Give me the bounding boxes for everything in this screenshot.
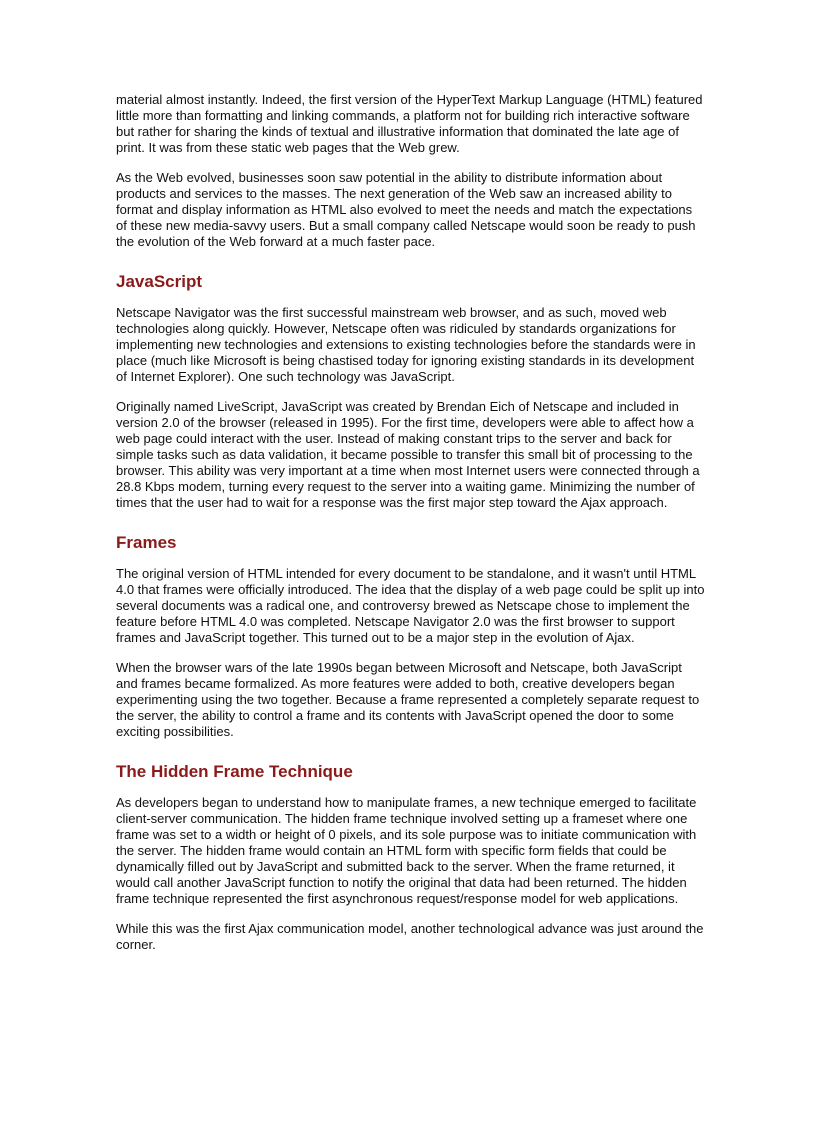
section-heading-hidden-frame: The Hidden Frame Technique	[116, 762, 353, 781]
frames-paragraph-1: The original version of HTML intended for every document to be standalone, and it wasn't until HTML 4.0 that frames were officially introduced. The idea that the display of a web page could be split up into several documents was a radical one, and controversy brewed as Netscape chose to implement the feature before HTML 4.0 was completed. Netscape Navigator 2.0 was the first browser to support frames and JavaScript together. This turned out to be a major step in the evolution of Ajax.	[116, 566, 705, 645]
intro-paragraph-2: As the Web evolved, businesses soon saw potential in the ability to distribute information about products and services to the masses. The next generation of the Web saw an increased ability to format and display information as HTML also evolved to meet the needs and match the expectations of these new media-savvy users. But a small company called Netscape would soon be ready to push the evolution of the Web forward at a much faster pace.	[116, 170, 696, 249]
intro-paragraph-1: material almost instantly. Indeed, the first version of the HyperText Markup Language (HTML) featured little more than formatting and linking commands, a platform not for building rich interactive software but rather for sharing the kinds of textual and illustrative information that dominated the late age of print. It was from these static web pages that the Web grew.	[116, 92, 703, 155]
section-heading-frames: Frames	[116, 533, 177, 552]
hidden-frame-paragraph-2: While this was the first Ajax communication model, another technological advance was just around the corner.	[116, 921, 704, 952]
hidden-frame-paragraph-1: As developers began to understand how to manipulate frames, a new technique emerged to facilitate client-server communication. The hidden frame technique involved setting up a frameset where one frame was set to a width or height of 0 pixels, and its sole purpose was to initiate communication with the server. The hidden frame would contain an HTML form with specific form fields that could be dynamically filled out by JavaScript and submitted back to the server. When the frame returned, it would call another JavaScript function to notify the original that data had been returned. The hidden frame technique represented the first asynchronous request/response model for web applications.	[116, 795, 697, 906]
frames-paragraph-2: When the browser wars of the late 1990s began between Microsoft and Netscape, both JavaScript and frames became formalized. As more features were added to both, creative developers began experimenting using the two together. Because a frame represented a completely separate request to the server, the ability to control a frame and its contents with JavaScript opened the door to some exciting possibilities.	[116, 660, 700, 739]
javascript-paragraph-1: Netscape Navigator was the first successful mainstream web browser, and as such, moved web technologies along quickly. However, Netscape often was ridiculed by standards organizations for implementing new technologies and extensions to existing technologies before the standards were in place (much like Microsoft is being chastised today for ignoring existing standards in its development of Internet Explorer). One such technology was JavaScript.	[116, 305, 696, 384]
document-page	[116, 92, 706, 967]
javascript-paragraph-2: Originally named LiveScript, JavaScript was created by Brendan Eich of Netscape and included in version 2.0 of the browser (released in 1995). For the first time, developers were able to affect how a web page could interact with the user. Instead of making constant trips to the server and back for simple tasks such as data validation, it became possible to transfer this small bit of processing to the browser. This ability was very important at a time when most Internet users were connected through a 28.8 Kbps modem, turning every request to the server into a waiting game. Minimizing the number of times that the user had to wait for a response was the first major step toward the Ajax approach.	[116, 399, 700, 510]
section-heading-javascript: JavaScript	[116, 272, 202, 291]
